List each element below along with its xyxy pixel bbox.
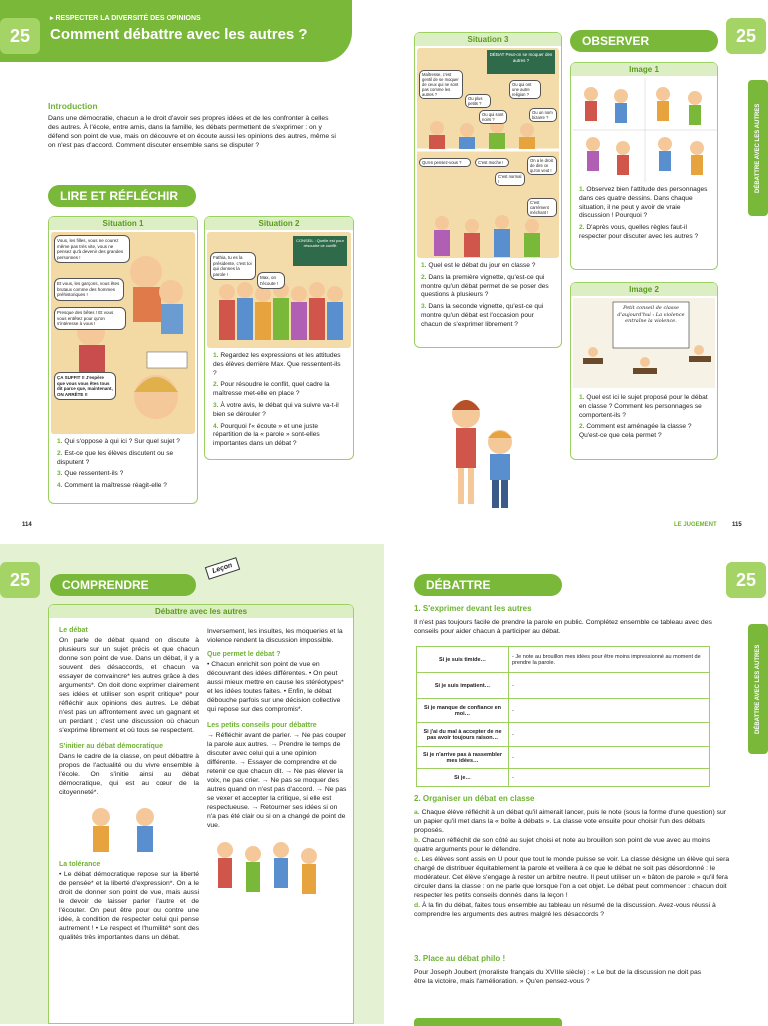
s2-item — [414, 901, 730, 919]
image1-title: Image 1 — [571, 63, 717, 76]
page-title: Comment débattre avec les autres ? — [50, 26, 308, 43]
page-number-right: 115 — [732, 522, 742, 528]
kids-illustration — [436, 384, 526, 514]
s2-list — [414, 808, 730, 919]
s3-heading: 3. Place au débat philo ! — [414, 954, 506, 963]
s1-heading: 1. S'exprimer devant les autres — [414, 604, 532, 613]
image2-box — [570, 282, 718, 460]
question-text: Que ressentent-ils ? — [64, 470, 124, 478]
question-number: 1. — [579, 186, 585, 193]
s1-bubble-1: Vous, les filles, vous ne courez même pas très vite, vous ne pensez qu'à devenir des grandes personnes ! — [54, 235, 130, 263]
question-number: 4. — [57, 482, 63, 490]
question-item — [579, 224, 709, 242]
page-number-left: 114 — [22, 522, 32, 528]
table-cell-right[interactable]: - — [509, 723, 710, 747]
col1-text: On parle de débat quand on discute à plusieurs sur un sujet précis et que chacun donne son point de vue. Dans un débat, il y a souvent des désaccords, et chacun va essayer de convaincre* les autres grâce à des arguments*. On doit donc exprimer clairement ses idées et utiliser son esprit critique* pour réfléchir aux opinions des autres. Le débat n'est pas un affrontement avec un gagnant et un perdant ; c'est une discussion où chacun s'exprime librement et où tous se respectent. — [59, 637, 199, 734]
image2-board: Petit conseil de classe d'aujourd'hui : La violence entraîne la violence. — [617, 305, 685, 324]
situation2-questions — [205, 350, 353, 451]
image1-questions — [571, 184, 717, 244]
side-tab: DÉBATTRE AVEC LES AUTRES — [748, 624, 768, 754]
s2-item-letter: c. — [414, 856, 420, 863]
s3-bubble-5: Ou un nom bizarre ? — [529, 108, 557, 122]
lesson-col1 — [59, 627, 199, 942]
table-cell-left: Si je manque de confiance en moi… — [417, 699, 509, 723]
s1-bubble-4: ÇA SUFFIT !! J'espère que vous vous êtes tous dit parce que, maintenant, ON ARRÊTE !! — [54, 372, 116, 400]
s1-bubble-3: Presque des bêtes ! Et vous vous entêtez pour qu'on s'intéresse à vous ! — [54, 307, 126, 330]
question-text: Observez bien l'attitude des personnages dans ces quatre dessins. Dans chaque situation, il ne peut y avoir de vraie discussion ! Pourquoi ? — [579, 186, 708, 220]
bottom-right-page — [384, 544, 768, 1024]
s2-item — [414, 808, 730, 835]
s2-bubble-1: Fathia, tu es la présidente, c'est toi qui donnes la parole ! — [210, 252, 256, 280]
situation3-questions — [415, 260, 561, 332]
lesson-box-title: Débattre avec les autres — [49, 605, 353, 618]
s2-heading: 2. Organiser un débat en classe — [414, 794, 535, 803]
situation2-box — [204, 216, 354, 460]
question-text: Comment est aménagée la classe ? Qu'est-ce que cela permet ? — [579, 423, 692, 440]
table-row — [417, 673, 710, 699]
kicker: ▸ RESPECTER LA DIVERSITÉ DES OPINIONS — [50, 15, 201, 22]
question-item — [213, 423, 345, 449]
question-text: Est-ce que les élèves discutent ou se disputent ? — [57, 449, 174, 466]
question-text: Quel est ici le sujet proposé pour le débat en classe ? Comment les personnages se comportent-ils ? — [579, 394, 708, 419]
s3-bubble-8: C'est normal ! — [495, 172, 525, 186]
question-number: 2. — [213, 381, 219, 389]
question-number: 3. — [421, 303, 427, 311]
col1-text: Dans le cadre de la classe, on peut débattre à propos de l'actualité ou du vivre ensemble à l'école. On s'initie ainsi au débat démocratique, qui est au cœur de la citoyenneté*. — [59, 753, 199, 796]
question-text: Qui s'oppose à qui ici ? Sur quel sujet ? — [64, 438, 180, 445]
situation3-cartoon — [417, 48, 559, 258]
situation2-illustration — [207, 232, 351, 348]
question-item — [421, 262, 555, 271]
side-tab: DÉBATTRE AVEC LES AUTRES — [748, 80, 768, 216]
lesson-number: 25 — [0, 18, 40, 54]
s2-item-letter: a. — [414, 809, 420, 816]
s3-board: DÉBAT Peut-on se moquer des autres ? — [489, 52, 553, 63]
question-item — [579, 394, 709, 420]
bottom-left-page — [0, 544, 384, 1024]
table-row — [417, 769, 710, 787]
question-number: 4. — [213, 422, 219, 430]
s2-bubble-2: Max, on t'écoute ! — [257, 272, 285, 289]
question-text: Pourquoi l'« écoute » et une juste répartition de la « parole » sont-elles importantes dans un débat ? — [213, 422, 320, 448]
situation1-questions — [49, 436, 197, 493]
col2-heading: Que permet le débat ? — [207, 651, 281, 658]
advice-table — [416, 646, 710, 787]
s2-item-text: Les élèves sont assis en U pour que tout le monde puisse se voir. La classe désigne un élève qui sera chargé de distribuer équitablement la parole et veillera à ce que le débat ne soit pas désordonné : le modérateur. Cet élève s'engage à rester un arbitre neutre. Il peut utiliser un « bâton de parole » qu'il fera circuler dans la classe : on ne parle que lorsque l'on a cet objet. Le débat peut commencer : chacun doit respecter les petits conseils donnés dans la leçon ! — [414, 856, 730, 899]
s2-item-letter: b. — [414, 837, 421, 844]
question-text: Quel est le débat du jour en classe ? — [428, 262, 536, 269]
table-cell-right[interactable]: - — [509, 769, 710, 787]
s3-bubble-6: Qu'en pensez-vous ? — [419, 158, 471, 167]
question-number: 1. — [421, 262, 427, 269]
image2-questions — [571, 390, 717, 445]
image1-box — [570, 62, 718, 270]
question-item — [57, 482, 189, 491]
col2-text: → Réfléchir avant de parler. → Ne pas couper la parole aux autres. → Prendre le temps de discuter avec celui qui a une opinion différente. → Essayer de comprendre et de retenir ce que chacun dit. → Ne pas élever la voix, ne pas crier. → Ne pas se moquer des autres quand on n'est pas d'accord. → Ne pas se vexer et accepter la critique, si elle est respectueuse. → Retourner ses idées si on n'a pas été clair ou si on a changé de point de vue. — [207, 732, 347, 829]
table-cell-right[interactable]: - — [509, 699, 710, 723]
question-text: Dans la seconde vignette, qu'est-ce qui montre qu'un débat est l'occasion pour chacun de s'exprimer librement ? — [421, 303, 544, 328]
s3-bubble-2: Ou plus petits ? — [465, 94, 491, 108]
lesson-col2 — [207, 627, 347, 916]
situation1-title: Situation 1 — [49, 217, 197, 230]
table-cell-right[interactable]: - Je note au brouillon mes idées pour être moins impressionné au moment de prendre la parole. — [509, 647, 710, 673]
table-row — [417, 647, 710, 673]
group-kids-illustration — [207, 836, 327, 916]
question-item — [213, 381, 345, 399]
image2-title: Image 2 — [571, 283, 717, 296]
lesson-number: 25 — [0, 562, 40, 598]
question-number: 2. — [421, 273, 427, 281]
lesson-number: 25 — [726, 562, 766, 598]
footer-label: LE JUGEMENT — [674, 522, 717, 528]
s1-text: Il n'est pas toujours facile de prendre la parole en public. Complétez ensemble ce tableau avec des conseils pour aider chacun à participer au débat. — [414, 619, 712, 635]
intro-heading: Introduction — [48, 101, 98, 111]
question-text: Pour résoudre le conflit, quel cadre la maîtresse met-elle en place ? — [213, 381, 330, 398]
s3-bubble-1: Maîtresse, c'est gentil de se moquer de ceux qui ne sont pas comme les autres ? — [419, 70, 463, 99]
question-number: 1. — [57, 438, 63, 445]
section-lire: LIRE ET RÉFLÉCHIR — [48, 185, 196, 207]
table-cell-right[interactable]: - — [509, 747, 710, 769]
s3-bubble-9: On a le droit de dire ce qu'on veut ! — [527, 156, 557, 175]
image2-cartoon — [573, 298, 715, 388]
intro-text: Dans une démocratie, chacun a le droit d'avoir ses propres idées et de les confronter à celles des autres. À l'école, entre amis, dans la famille, les débats permettent de s'exprimer : on y défend son point de vue, mais on découvre et on écoute aussi les opinions des autres, même si on n'est pas d'accord. Comment discuter ensemble sans se disputer ? — [48, 115, 336, 149]
situation1-cartoon — [51, 232, 195, 434]
question-number: 2. — [57, 449, 63, 457]
col2-intro: Inversement, les insultes, les moqueries et la violence rendent la discussion impossible. — [207, 628, 343, 644]
lesson-box — [48, 604, 354, 1024]
table-row — [417, 699, 710, 723]
col1-heading: La tolérance — [59, 861, 101, 868]
question-item — [421, 274, 555, 300]
question-item — [57, 450, 189, 468]
top-right-page — [384, 0, 768, 540]
question-number: 1. — [579, 394, 585, 401]
question-number: 3. — [57, 470, 63, 478]
question-item — [579, 423, 709, 441]
table-row — [417, 723, 710, 747]
question-item — [579, 186, 709, 221]
question-item — [213, 352, 345, 378]
s1-bubble-2: Et vous, les garçons, vous êtes brutaux comme des hommes préhistoriques ! — [54, 278, 124, 301]
col1-heading: S'initier au débat démocratique — [59, 743, 163, 750]
question-number: 2. — [579, 224, 585, 232]
question-number: 3. — [213, 401, 219, 409]
situation2-title: Situation 2 — [205, 217, 353, 230]
question-text: Dans la première vignette, qu'est-ce qui montre qu'un débat permet de se poser des questions à plusieurs ? — [421, 273, 549, 299]
question-item — [213, 402, 345, 420]
s2-item-text: À la fin du débat, faites tous ensemble au tableau un résumé de la discussion. Avez-vous réussi à comprendre les arguments des autres malgré les désaccords ? — [414, 902, 716, 918]
table-row — [417, 747, 710, 769]
col1-heading: Le débat — [59, 627, 88, 634]
s2-item — [414, 836, 730, 854]
debate-kids-small-illustration — [85, 801, 165, 855]
kicker-text: RESPECTER LA DIVERSITÉ DES OPINIONS — [55, 15, 201, 22]
s2-item-letter: d. — [414, 902, 421, 909]
s2-board: CONSEIL : Quelle est pour résoudre ce conflit — [296, 238, 344, 248]
situation1-box — [48, 216, 198, 504]
table-cell-right[interactable]: - — [509, 673, 710, 699]
section-observer: OBSERVER — [570, 30, 718, 52]
question-number: 1. — [213, 352, 219, 359]
s3-bubble-3: Ou qui ont une autre religion ? — [509, 80, 541, 99]
question-text: Comment la maîtresse réagit-elle ? — [64, 482, 167, 490]
s3-bubble-7: C'est moche ! — [475, 158, 509, 167]
question-number: 2. — [579, 423, 585, 431]
lecon-badge: Leçon — [205, 557, 240, 579]
question-text: Regardez les expressions et les attitudes des élèves derrière Max. Que ressentent-ils ? — [213, 352, 341, 377]
situation3-title: Situation 3 — [415, 33, 561, 46]
col2-text: • Chacun enrichit son point de vue en découvrant des idées différentes. • On peut aussi mieux mettre en cause les stéréotypes* et les idées toutes faites. • Enfin, le débat débouche parfois sur une décision collective qui repose sur des compromis*. — [207, 661, 344, 713]
s2-item-text: Chaque élève réfléchit à un débat qu'il aimerait lancer, puis le note (sous la forme d'une question) sur un papier qu'il met dans la « boîte à débats ». La classe vote ensuite pour choisir l'un des débats proposés. — [414, 809, 727, 834]
col1-text: • Le débat démocratique repose sur la liberté de pensée* et la liberté d'expression*. On a le droit de donner son point de vue, mais aussi le devoir de laisser parler l'autre et de l'écouter. On peut être pour ou contre une idée, à condition de respecter celui qui pense autrement ! • Le respect et l'humilité* sont des qualités très importantes dans un débat. — [59, 871, 199, 941]
lesson-number: 25 — [726, 18, 766, 54]
s2-item-text: Chacun réfléchit de son côté au sujet choisi et note au brouillon son point de vue avec au moins quatre arguments pour le défendre. — [414, 837, 711, 853]
top-left-page — [0, 0, 384, 540]
question-text: D'après vous, quelles règles faut-il respecter pour discuter avec les autres ? — [579, 224, 699, 240]
situation3-box — [414, 32, 562, 348]
s3-text: Pour Joseph Joubert (moraliste français du XVIIIe siècle) : « Le but de la discussion ne doit pas être la victoire, mais l'amélioration. » Qu'en pensez-vous ? — [414, 969, 702, 985]
image1-illustration — [573, 78, 717, 182]
question-item — [57, 438, 189, 447]
col2-heading: Les petits conseils pour débattre — [207, 722, 317, 729]
table-cell-left: Si j'ai du mal à accepter de ne pas avoir toujours raison… — [417, 723, 509, 747]
table-cell-left: Si je suis timide… — [417, 647, 509, 673]
section-debattre: DÉBATTRE — [414, 574, 562, 596]
question-item — [421, 303, 555, 329]
question-item — [57, 470, 189, 479]
section-comprendre: COMPRENDRE — [50, 574, 196, 596]
s2-item — [414, 855, 730, 900]
s3-bubble-4: Ou qui sont noirs ? — [479, 110, 507, 124]
s3-bubble-10: C'est carrément méchant ! — [527, 198, 557, 217]
table-cell-left: Si je suis impatient… — [417, 673, 509, 699]
table-cell-left: Si je n'arrive pas à rassembler mes idées… — [417, 747, 509, 769]
situation2-cartoon — [207, 232, 351, 348]
question-text: À votre avis, le débat qui va suivre va-t-il bien se dérouler ? — [213, 401, 339, 418]
bottom-green-bar — [414, 1018, 562, 1026]
table-cell-left: Si je… — [417, 769, 509, 787]
